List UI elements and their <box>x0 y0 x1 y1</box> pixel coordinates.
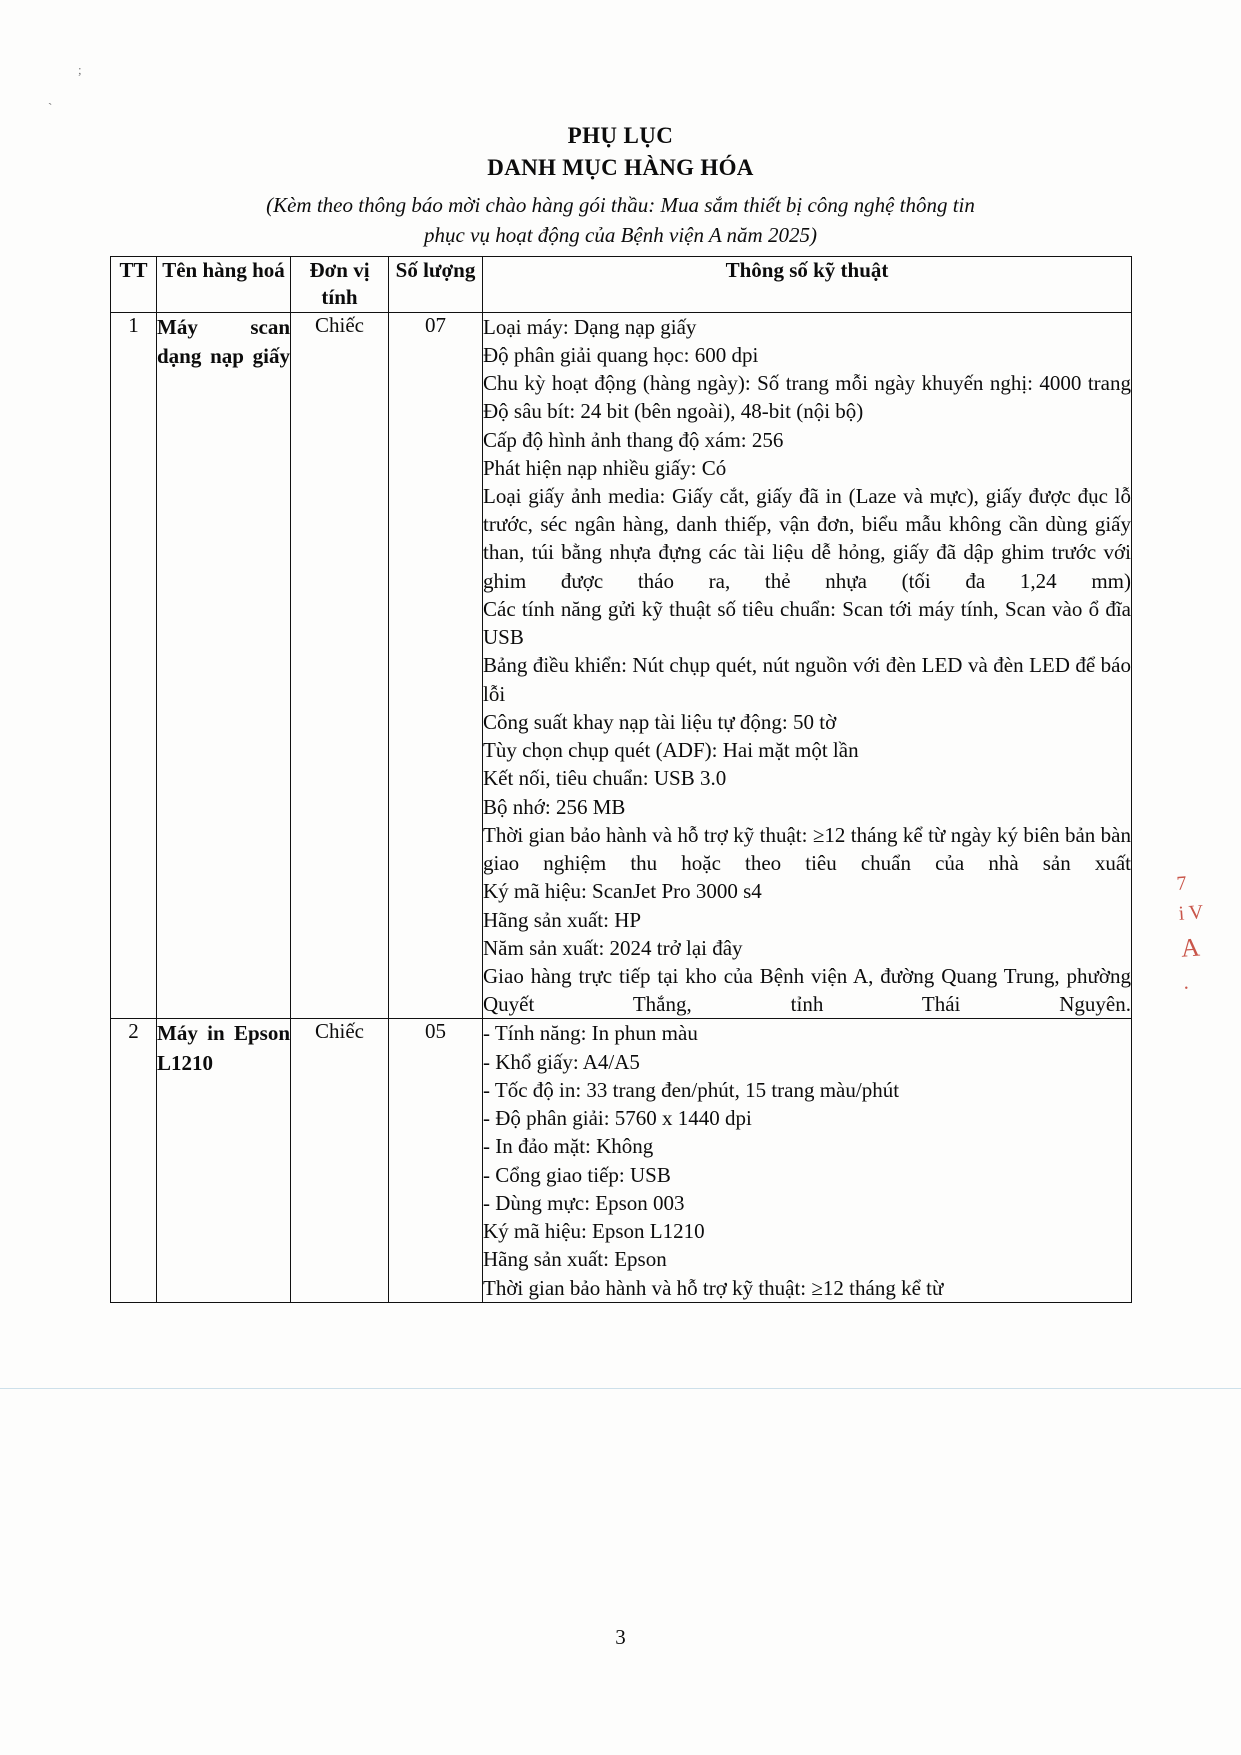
table-row <box>111 1019 1132 1302</box>
spec-line: Bộ nhớ: 256 MB <box>483 794 626 819</box>
goods-table <box>110 256 1132 1303</box>
column-header-spec: Thông số kỹ thuật <box>483 257 1132 313</box>
row-2-qty: 05 <box>389 1019 483 1302</box>
column-header-name: Tên hàng hoá <box>157 257 291 313</box>
page-number: 3 <box>615 1625 626 1649</box>
annotation-line-2: i V <box>1178 901 1205 925</box>
table-header-row <box>111 257 1132 313</box>
row-1-spec <box>483 312 1132 1019</box>
spec-line: Giao hàng trực tiếp tại kho của Bệnh viện A, đường Quang Trung, phường Quyết Thắng, tỉnh Thái Nguyên. <box>483 963 1131 1017</box>
spec-line: Chu kỳ hoạt động (hàng ngày): Số trang mỗi ngày khuyến nghị: 4000 trang <box>483 371 1131 396</box>
spec-line: Tùy chọn chụp quét (ADF): Hai mặt một lần <box>483 738 859 763</box>
row-1-tt: 1 <box>111 312 157 1019</box>
spec-line: Kết nối, tiêu chuẩn: USB 3.0 <box>483 766 727 791</box>
spec-line: - Khổ giấy: A4/A5 <box>483 1049 640 1074</box>
document-title-block <box>0 120 1241 250</box>
page-subtitle: DANH MỤC HÀNG HÓA <box>487 155 754 181</box>
row-2-name: Máy in Epson L1210 <box>157 1019 291 1302</box>
spec-line: Thời gian bảo hành và hỗ trợ kỹ thuật: ≥12 tháng kể từ <box>483 1275 944 1300</box>
row-1-qty: 07 <box>389 312 483 1019</box>
spec-line: Hãng sản xuất: Epson <box>483 1247 667 1272</box>
spec-line: Các tính năng gửi kỹ thuật số tiêu chuẩn: Scan tới máy tính, Scan vào ổ đĩa USB <box>483 596 1131 650</box>
document-subtitle-line-2: phục vụ hoạt động của Bệnh viện A năm 2025) <box>424 222 817 247</box>
column-header-tt: TT <box>111 257 157 313</box>
spec-line: Phát hiện nạp nhiều giấy: Có <box>483 455 727 480</box>
row-1-name: Máy scan dạng nạp giấy <box>157 312 291 1019</box>
spec-line: - In đảo mặt: Không <box>483 1134 654 1159</box>
spec-line: Ký mã hiệu: Epson L1210 <box>483 1219 705 1244</box>
spec-line: Độ phân giải quang học: 600 dpi <box>483 342 759 367</box>
spec-line: Cấp độ hình ảnh thang độ xám: 256 <box>483 427 784 452</box>
spec-line: Bảng điều khiển: Nút chụp quét, nút nguồn với đèn LED và đèn LED để báo lỗi <box>483 653 1131 706</box>
table-row <box>111 312 1132 1019</box>
scan-artifact-top: ; <box>78 62 82 77</box>
annotation-line-4: . <box>1183 971 1190 994</box>
spec-line: Thời gian bảo hành và hỗ trợ kỹ thuật: ≥12 tháng kể từ ngày ký biên bản bàn giao nghiệm thu hoặc theo tiêu chuẩn của nhà sản xuất <box>483 822 1131 876</box>
spec-line: Loại giấy ảnh media: Giấy cắt, giấy đã in (Laze và mực), giấy được đục lỗ trước, séc ngân hàng, danh thiếp, vận đơn, biểu mẫu không cần dùng giấy than, túi bằng nhựa đựng các tài liệu dễ hỏng, giấy đã dập ghim trước với ghim được tháo ra, thẻ nhựa (tối đa 1,24 mm) <box>483 484 1131 593</box>
spec-line: Loại máy: Dạng nạp giấy <box>483 314 697 339</box>
row-2-spec <box>483 1019 1132 1302</box>
red-handwritten-annotation <box>1176 867 1210 997</box>
annotation-line-3: A <box>1180 932 1203 963</box>
scan-artifact-corner: ` <box>48 100 53 115</box>
scan-line-artifact <box>0 1388 1241 1389</box>
spec-line: Độ sâu bít: 24 bit (bên ngoài), 48-bit (nội bộ) <box>483 399 864 424</box>
spec-line: - Tốc độ in: 33 trang đen/phút, 15 trang màu/phút <box>483 1077 900 1102</box>
spec-line: Ký mã hiệu: ScanJet Pro 3000 s4 <box>483 879 762 904</box>
row-2-unit: Chiếc <box>291 1019 389 1302</box>
spec-line: Công suất khay nạp tài liệu tự động: 50 tờ <box>483 709 837 734</box>
document-subtitle-line-1: (Kèm theo thông báo mời chào hàng gói thầu: Mua sắm thiết bị công nghệ thông tin <box>266 192 975 217</box>
spec-line: Năm sản xuất: 2024 trở lại đây <box>483 935 743 960</box>
spec-line: - Cổng giao tiếp: USB <box>483 1162 671 1187</box>
page-title: PHỤ LỤC <box>567 123 674 148</box>
column-header-unit: Đơn vị tính <box>291 257 389 313</box>
spec-line: - Độ phân giải: 5760 x 1440 dpi <box>483 1106 752 1131</box>
spec-line: - Tính năng: In phun màu <box>483 1021 698 1046</box>
spec-line: - Dùng mực: Epson 003 <box>483 1190 685 1215</box>
row-2-tt: 2 <box>111 1019 157 1302</box>
annotation-line-1: 7 <box>1176 872 1188 895</box>
row-1-unit: Chiếc <box>291 312 389 1019</box>
spec-line: Hãng sản xuất: HP <box>483 907 642 932</box>
column-header-qty: Số lượng <box>389 257 483 313</box>
